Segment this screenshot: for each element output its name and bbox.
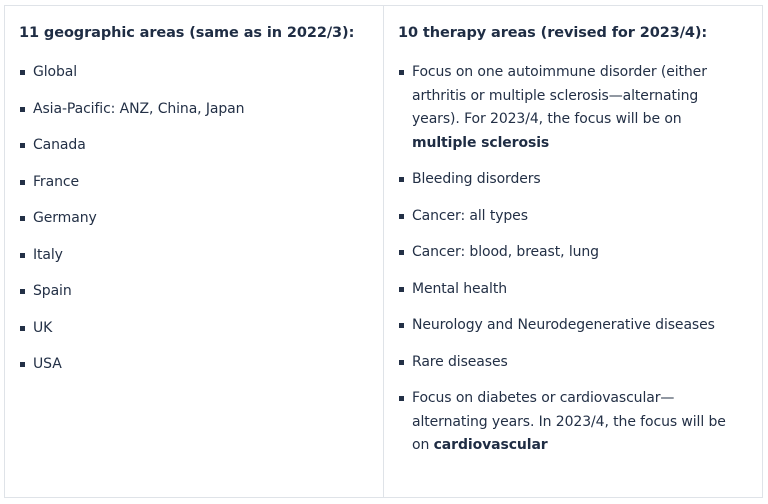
areas-table (4, 5, 763, 498)
list-item: Canada (19, 134, 383, 158)
list-item: UK (19, 317, 383, 341)
list-item: Neurology and Neurodegenerative diseases (398, 314, 746, 338)
bullet-icon (399, 214, 404, 219)
bullet-icon (20, 70, 25, 75)
bullet-icon (399, 323, 404, 328)
bullet-icon (399, 396, 404, 401)
bullet-icon (399, 287, 404, 292)
geographic-column (5, 6, 384, 497)
bullet-icon (20, 180, 25, 185)
therapy-heading: 10 therapy areas (revised for 2023/4): (398, 25, 708, 41)
bullet-icon (20, 326, 25, 331)
list-item: Asia-Pacific: ANZ, China, Japan (19, 98, 383, 122)
list-item: USA (19, 353, 383, 377)
geographic-list (19, 61, 383, 377)
list-item: Spain (19, 280, 383, 304)
list-item: Italy (19, 244, 383, 268)
bullet-icon (20, 253, 25, 258)
list-item: Rare diseases (398, 351, 746, 375)
bullet-icon (399, 360, 404, 365)
bullet-icon (20, 143, 25, 148)
list-item: Germany (19, 207, 383, 231)
list-item: France (19, 171, 383, 195)
bullet-icon (399, 250, 404, 255)
list-item: Focus on one autoimmune disorder (either arthritis or multiple sclerosis—alternating years). For 2023/4, the focus will be on multiple sclerosis (398, 61, 746, 155)
geographic-heading: 11 geographic areas (same as in 2022/3): (19, 25, 355, 41)
bullet-icon (20, 216, 25, 221)
list-item: Cancer: blood, breast, lung (398, 241, 746, 265)
bullet-icon (399, 70, 404, 75)
therapy-column (384, 6, 762, 497)
bullet-icon (20, 362, 25, 367)
bullet-icon (20, 107, 25, 112)
list-item: Global (19, 61, 383, 85)
list-item: Focus on diabetes or cardiovascular— alternating years. In 2023/4, the focus will be on cardiovascular (398, 387, 746, 458)
therapy-list (398, 61, 746, 458)
list-item: Bleeding disorders (398, 168, 746, 192)
bullet-icon (399, 177, 404, 182)
list-item: Mental health (398, 278, 746, 302)
list-item: Cancer: all types (398, 205, 746, 229)
bullet-icon (20, 289, 25, 294)
